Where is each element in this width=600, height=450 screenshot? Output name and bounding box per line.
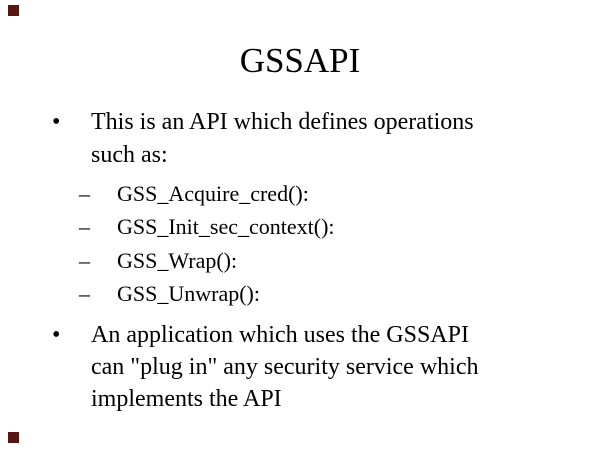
corner-marker-bottom-left-icon: [8, 432, 19, 443]
bullet-1-line-2: such as:: [91, 142, 168, 168]
dash-icon: –: [79, 214, 90, 240]
bullet-icon: •: [52, 322, 61, 348]
bullet-1-text: [91, 106, 474, 172]
dash-icon: –: [79, 280, 90, 306]
sub-bullet-4-text: GSS_Unwrap():: [117, 280, 260, 306]
bullet-icon: •: [52, 109, 61, 135]
slide-title: GSSAPI: [239, 41, 361, 80]
sub-bullet-1-text: GSS_Acquire_cred():: [117, 181, 309, 206]
sub-bullet-3-text: GSS_Wrap():: [117, 247, 238, 273]
bullet-2-line-3: implements the API: [91, 386, 282, 412]
bullet-1-line-1: This is an API which defines operations: [91, 109, 474, 135]
sub-bullet-list: [79, 177, 335, 310]
list-item: [79, 244, 335, 277]
bullet-2-line-2: can "plug in" any security service which: [91, 354, 479, 380]
dash-icon: –: [79, 247, 90, 273]
bullet-item-2: [0, 319, 478, 415]
list-item: [79, 177, 335, 210]
list-item: [79, 210, 335, 243]
bullet-item-1: [0, 106, 474, 172]
bullet-2-text: [91, 319, 478, 415]
bullet-2-line-1: An application which uses the GSSAPI: [91, 322, 469, 348]
corner-marker-top-left-icon: [8, 5, 19, 16]
dash-icon: –: [79, 181, 90, 206]
list-item: [79, 277, 335, 310]
sub-bullet-2-text: GSS_Init_sec_context():: [117, 214, 335, 240]
